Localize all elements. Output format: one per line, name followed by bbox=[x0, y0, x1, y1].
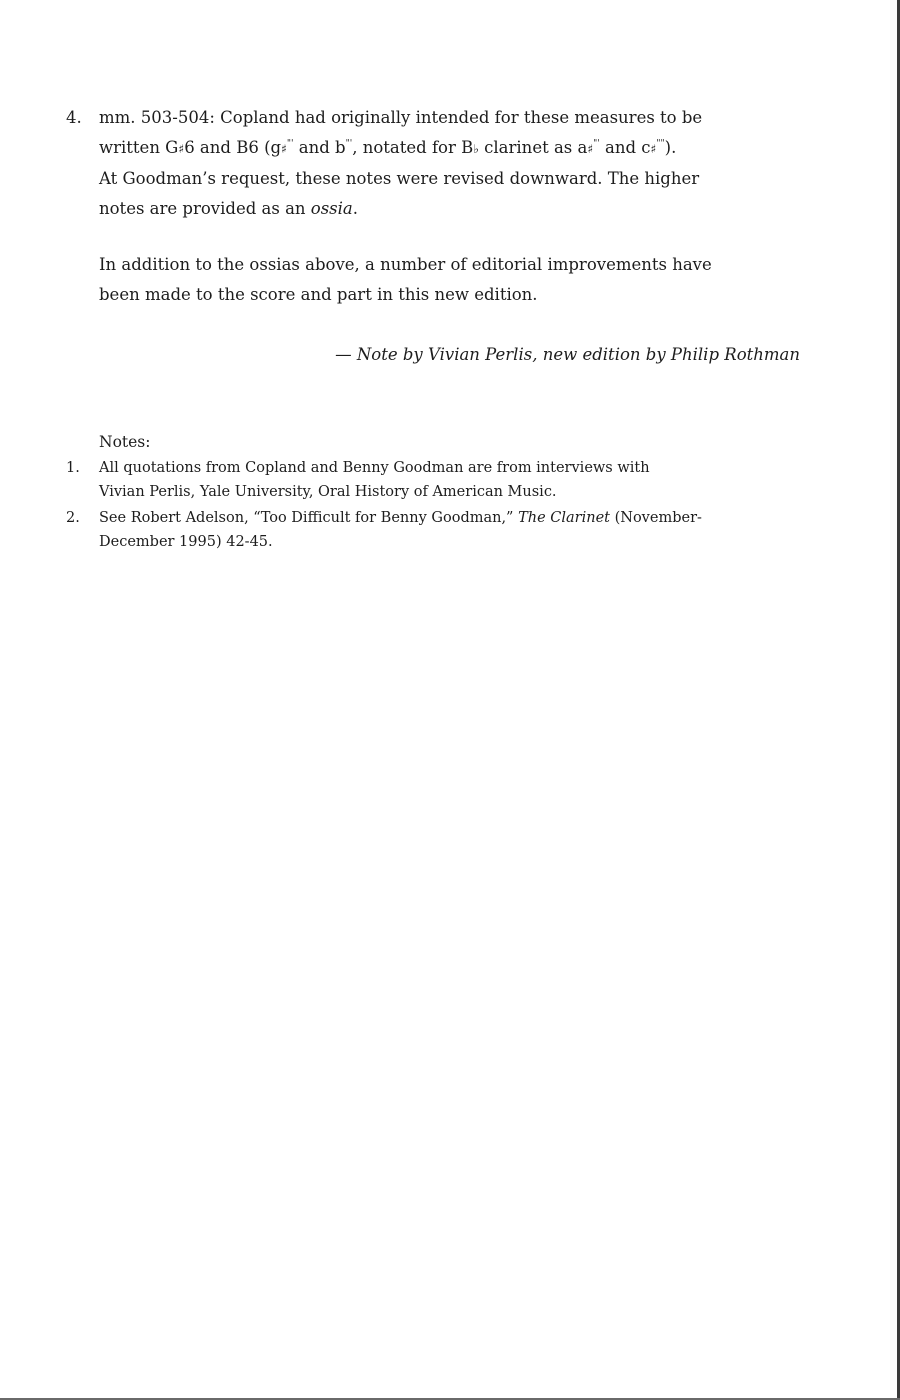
text-run: notes are provided as an bbox=[99, 198, 311, 218]
text-run: . bbox=[352, 198, 359, 218]
paragraph-line-2: been made to the score and part in this new edition. bbox=[99, 284, 538, 304]
footnote-number: 1. bbox=[66, 460, 80, 476]
notes-heading: Notes: bbox=[99, 433, 151, 451]
octave-mark: "' bbox=[345, 138, 353, 149]
text-run: (November- bbox=[610, 510, 702, 526]
ossia-term: ossia bbox=[310, 198, 353, 218]
octave-mark: "' bbox=[286, 138, 294, 149]
note-4-line-2 bbox=[99, 133, 826, 165]
text-run: and b bbox=[293, 137, 346, 157]
editorial-note-4 bbox=[66, 103, 826, 223]
journal-title: The Clarinet bbox=[518, 510, 610, 526]
editorial-improvements-paragraph bbox=[99, 250, 819, 309]
footnote-1-body bbox=[99, 456, 826, 504]
footnote-2 bbox=[66, 506, 826, 554]
text-run: and c bbox=[599, 137, 651, 157]
note-4-body bbox=[99, 103, 826, 223]
footnote-number: 2. bbox=[66, 510, 80, 526]
note-4-line-4 bbox=[99, 194, 826, 224]
attribution-signature: — Note by Vivian Perlis, new edition by Philip Rothman bbox=[335, 345, 800, 364]
text-run: 6 and B6 (g bbox=[184, 137, 282, 157]
sharp-sign: ♯ bbox=[178, 141, 185, 156]
text-run: , notated for B bbox=[352, 137, 474, 157]
text-run: written G bbox=[99, 137, 179, 157]
flat-sign: ♭ bbox=[473, 141, 479, 156]
octave-mark: "" bbox=[656, 138, 665, 149]
text-run: ). bbox=[664, 137, 677, 157]
note-4-line-1: mm. 503-504: Copland had originally intended for these measures to be bbox=[99, 108, 703, 127]
sharp-sign: ♯ bbox=[650, 141, 657, 156]
footnote-2-line-2: December 1995) 42-45. bbox=[99, 534, 273, 550]
text-run: clarinet as a bbox=[478, 137, 588, 157]
octave-mark: "' bbox=[593, 138, 600, 149]
text-run: See Robert Adelson, “Too Difficult for Benny Goodman,” bbox=[99, 510, 519, 526]
footnote-1-line-1: All quotations from Copland and Benny Goodman are from interviews with bbox=[99, 460, 650, 476]
paragraph-line-1: In addition to the ossias above, a number of editorial improvements have bbox=[99, 255, 712, 274]
footnote-1 bbox=[66, 456, 826, 504]
sharp-sign: ♯ bbox=[587, 141, 594, 156]
footnote-1-line-2: Vivian Perlis, Yale University, Oral History of American Music. bbox=[99, 484, 557, 500]
list-number: 4. bbox=[66, 108, 82, 127]
footnote-2-body bbox=[99, 506, 826, 554]
footnote-2-line-1 bbox=[99, 506, 826, 530]
sharp-sign: ♯ bbox=[281, 141, 287, 156]
note-4-line-3: At Goodman’s request, these notes were revised downward. The higher bbox=[99, 169, 700, 188]
